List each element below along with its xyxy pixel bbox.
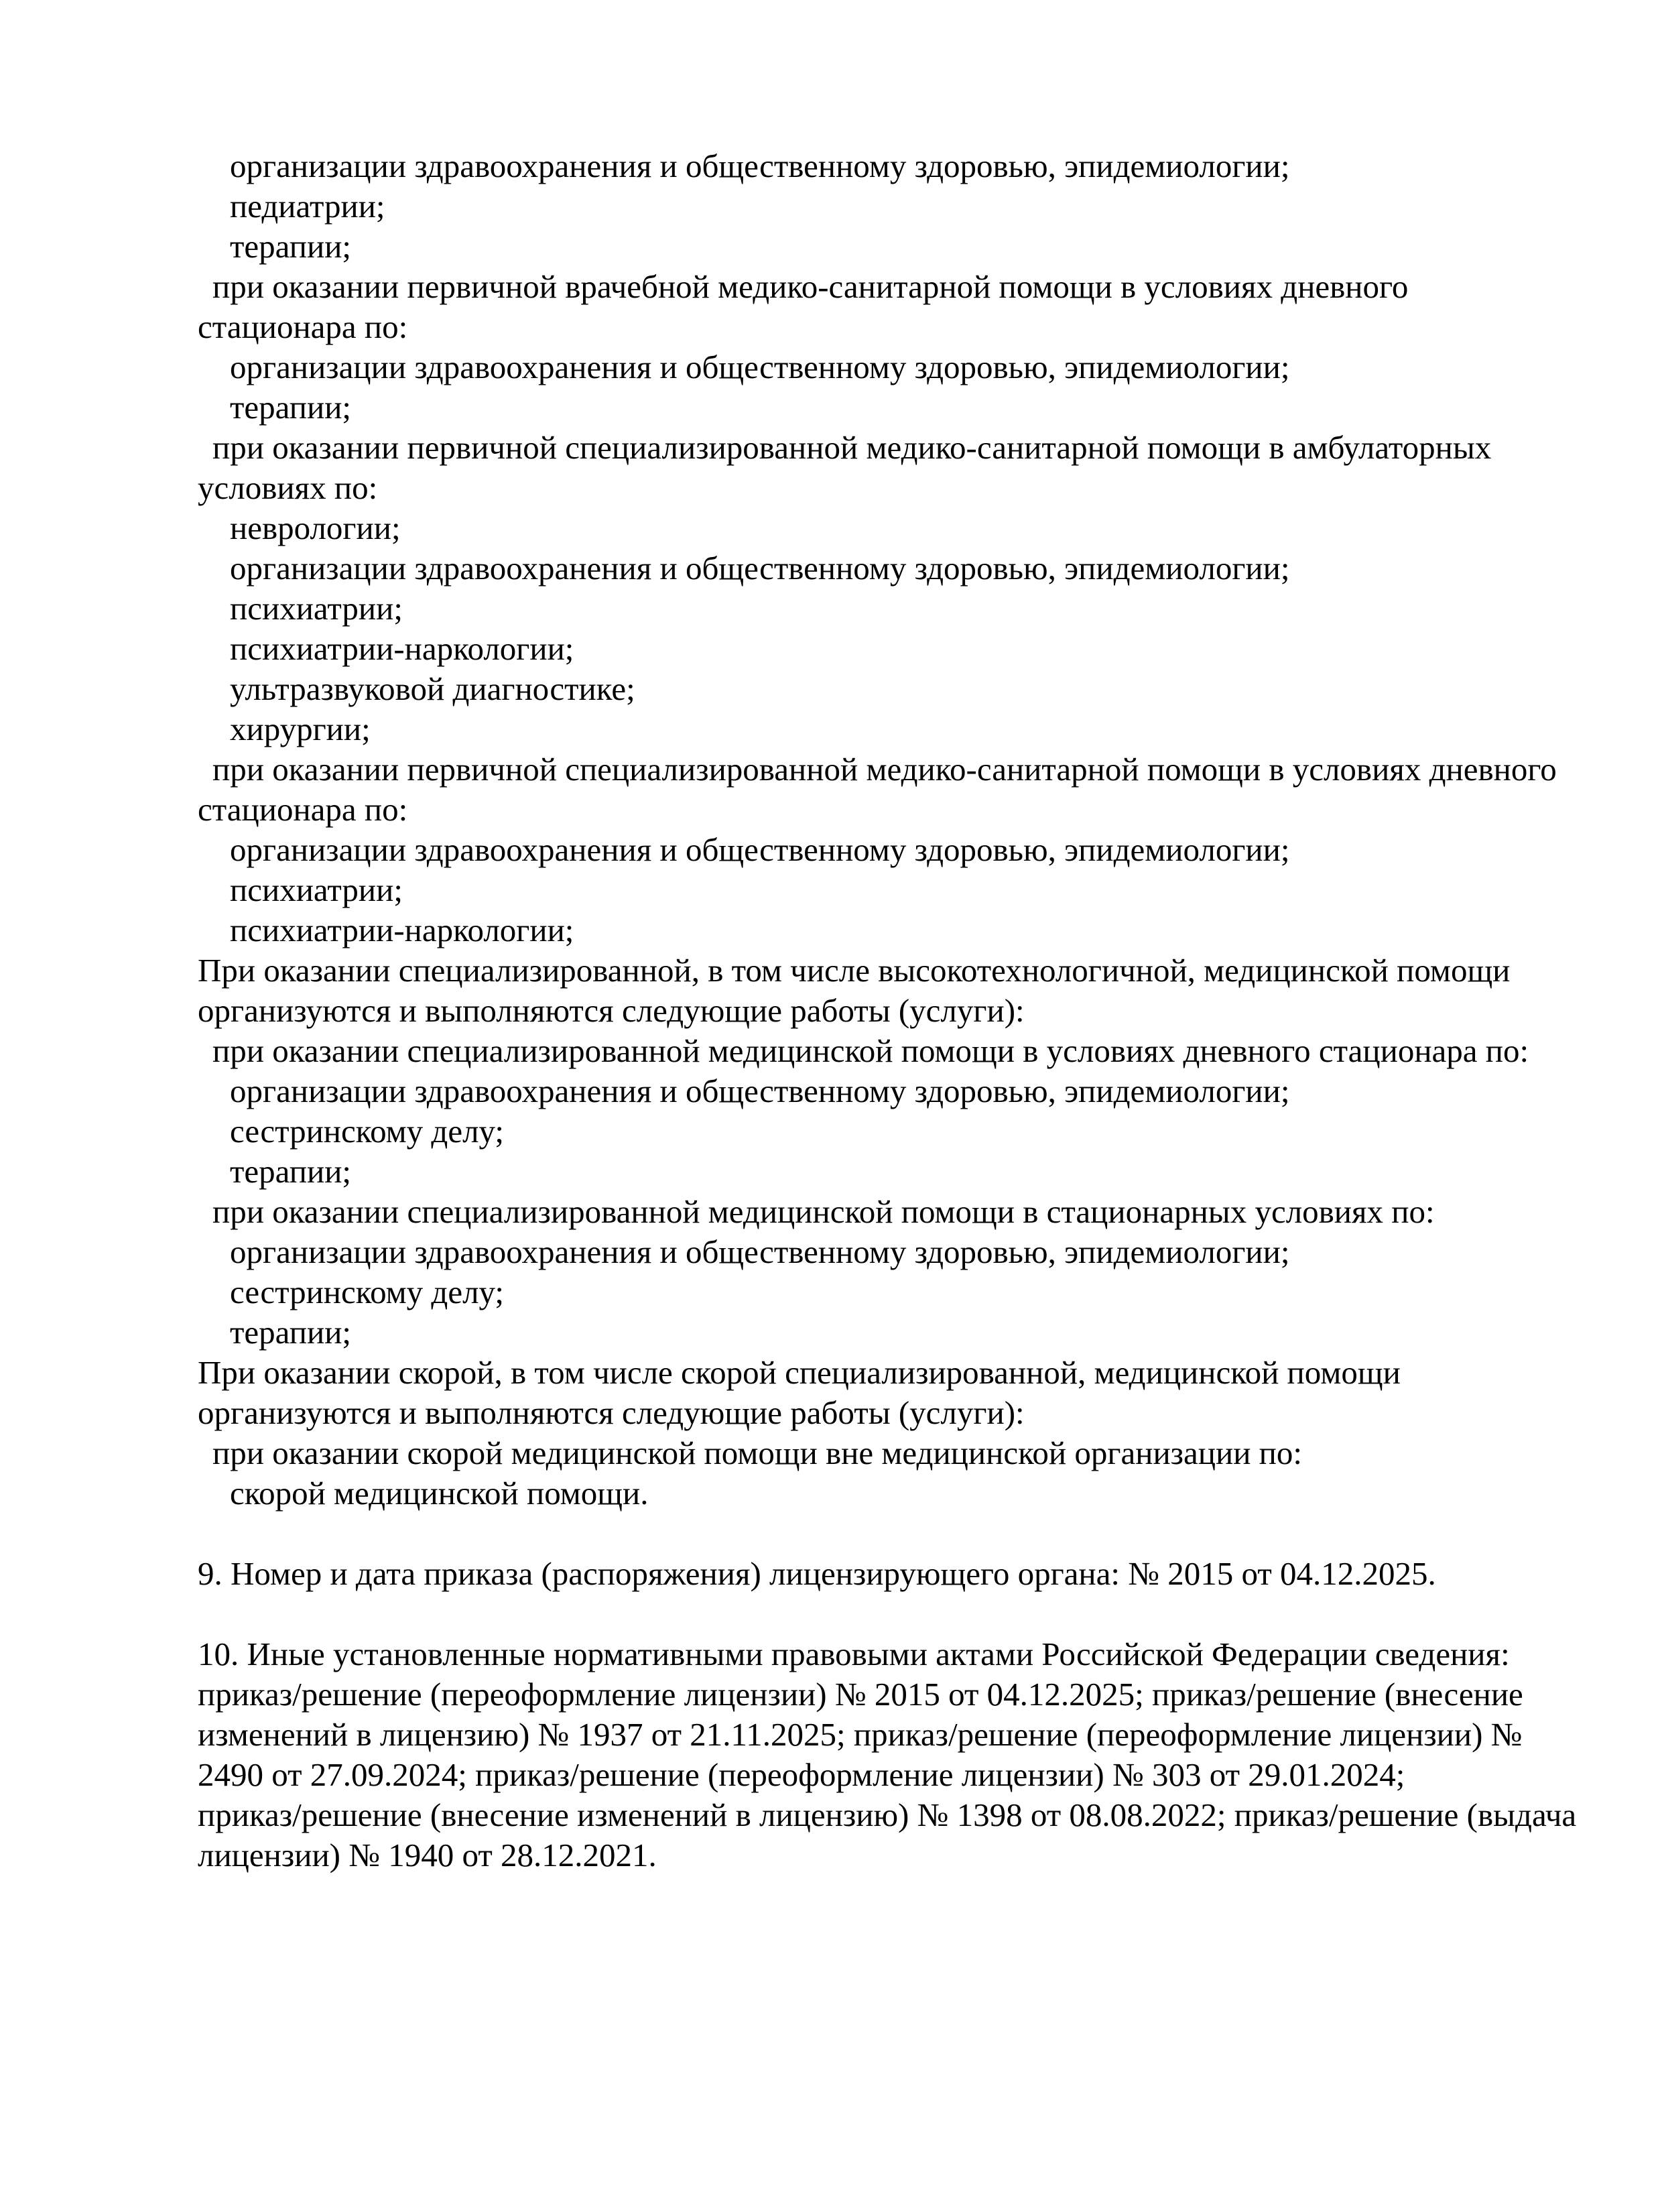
document-line: организации здравоохранения и общественному здоровью, эпидемиологии; — [230, 831, 1290, 868]
document-line: 10. Иные установленные нормативными правовыми актами Российской Федерации сведения: — [198, 1636, 1510, 1672]
document-line: психиатрии-наркологии; — [230, 630, 574, 667]
document-line: При оказании специализированной, в том числе высокотехнологичной, медицинской помощи — [198, 952, 1511, 989]
document-line: педиатрии; — [230, 188, 385, 225]
document-line: терапии; — [230, 1153, 352, 1190]
document-line: психиатрии; — [230, 590, 403, 627]
document-line: стационара по: — [198, 308, 408, 345]
document-line: организуются и выполняются следующие работы (услуги): — [198, 992, 1025, 1029]
document-line: организации здравоохранения и общественному здоровью, эпидемиологии; — [230, 1233, 1290, 1270]
blank-line — [198, 1514, 1578, 1554]
document-line: 2490 от 27.09.2024; приказ/решение (переоформление лицензии) № 303 от 29.01.2024; — [198, 1756, 1405, 1793]
document-line: терапии; — [230, 1314, 352, 1351]
document-line: ультразвуковой диагностике; — [230, 670, 635, 707]
document-line: сестринскому делу; — [230, 1274, 505, 1310]
document-line: терапии; — [230, 228, 352, 265]
document-line: приказ/решение (внесение изменений в лицензию) № 1398 от 08.08.2022; приказ/решение (выдача — [198, 1796, 1577, 1833]
document-line: при оказании скорой медицинской помощи вне медицинской организации по: — [212, 1434, 1303, 1471]
document-line: неврологии; — [230, 509, 401, 546]
document-line: 9. Номер и дата приказа (распоряжения) лицензирующего органа: № 2015 от 04.12.2025. — [198, 1555, 1436, 1592]
document-line: организации здравоохранения и общественному здоровью, эпидемиологии; — [230, 147, 1290, 184]
document-line: сестринскому делу; — [230, 1113, 505, 1150]
document-line: организации здравоохранения и общественному здоровью, эпидемиологии; — [230, 550, 1290, 587]
document-line: стационара по: — [198, 791, 408, 828]
document-line: организации здравоохранения и общественному здоровью, эпидемиологии; — [230, 1072, 1290, 1109]
document-line: условиях по: — [198, 469, 378, 506]
document-line: организации здравоохранения и общественному здоровью, эпидемиологии; — [230, 349, 1290, 385]
document-line: при оказании специализированной медицинской помощи в условиях дневного стационара по: — [212, 1032, 1529, 1069]
document-line: при оказании первичной врачебной медико-санитарной помощи в условиях дневного — [212, 268, 1409, 305]
document-line: организуются и выполняются следующие работы (услуги): — [198, 1394, 1025, 1431]
document-line: при оказании специализированной медицинской помощи в стационарных условиях по: — [212, 1193, 1435, 1230]
document-line: скорой медицинской помощи. — [230, 1475, 649, 1512]
blank-line — [198, 1594, 1578, 1634]
document-line: лицензии) № 1940 от 28.12.2021. — [198, 1837, 657, 1873]
license-text-block — [198, 146, 1578, 1876]
document-line: при оказании первичной специализированной медико-санитарной помощи в условиях дневного — [212, 751, 1557, 788]
document-line: при оказании первичной специализированной медико-санитарной помощи в амбулаторных — [212, 429, 1492, 466]
document-line: хирургии; — [230, 711, 371, 747]
document-line: приказ/решение (переоформление лицензии) № 2015 от 04.12.2025; приказ/решение (внесение — [198, 1676, 1523, 1713]
document-line: изменений в лицензию) № 1937 от 21.11.2025; приказ/решение (переоформление лицензии) № — [198, 1716, 1523, 1753]
document-line: терапии; — [230, 389, 352, 426]
document-line: психиатрии; — [230, 871, 403, 908]
document-line: При оказании скорой, в том числе скорой специализированной, медицинской помощи — [198, 1354, 1401, 1391]
document-line: психиатрии-наркологии; — [230, 912, 574, 948]
